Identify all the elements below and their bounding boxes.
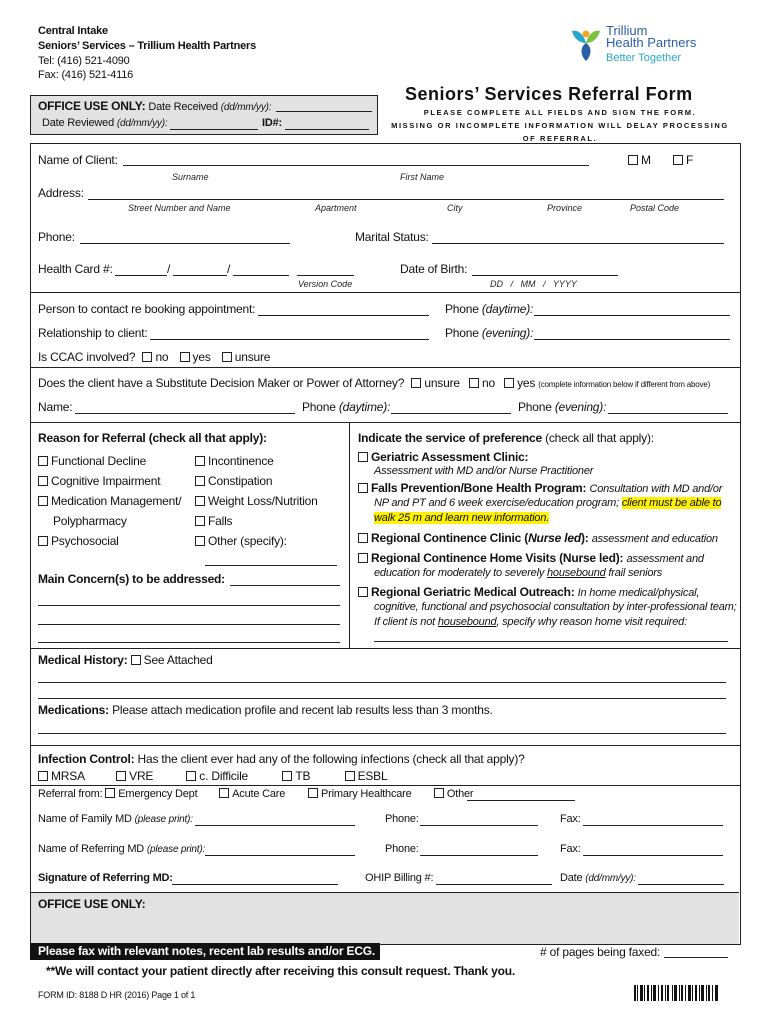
- client-name-label: Name of Client:: [38, 153, 118, 167]
- sdm-phone-eve-field[interactable]: [608, 413, 728, 414]
- infection-esbl-checkbox[interactable]: [345, 771, 355, 781]
- reason-checkbox[interactable]: [195, 476, 205, 486]
- contact-phone-day-label: Phone: [445, 302, 479, 316]
- date-reviewed-field[interactable]: [170, 129, 258, 130]
- service-rcc-checkbox[interactable]: [358, 533, 368, 543]
- street-caption: Street Number and Name: [128, 203, 231, 213]
- reason-psychosocial: Psychosocial: [51, 534, 119, 548]
- service-falls-highlight-2: walk 25 m and learn new information.: [374, 512, 550, 524]
- main-concern-field-2[interactable]: [38, 605, 340, 606]
- infection-vre-checkbox[interactable]: [116, 771, 126, 781]
- family-md-fax-field[interactable]: [583, 825, 723, 826]
- sdm-no-label: no: [481, 376, 495, 390]
- ccac-yes-label: yes: [192, 350, 211, 364]
- sdm-phone-eve-label: Phone: [518, 400, 552, 414]
- referring-md-label: Name of Referring MD: [38, 843, 145, 855]
- reason-incontinence: Incontinence: [208, 454, 274, 468]
- sex-f-option[interactable]: [673, 153, 693, 167]
- date-received-field[interactable]: [276, 111, 372, 112]
- reason-polypharmacy: Polypharmacy: [53, 514, 127, 528]
- reason-right-list: [195, 451, 318, 551]
- dob-format-caption: DD / MM / YYYY: [490, 279, 577, 289]
- contact-note: **We will contact your patient directly after receiving this consult request. Thank you.: [46, 964, 515, 978]
- main-concern-label: Main Concern(s) to be addressed:: [38, 572, 225, 586]
- referral-other-field[interactable]: [467, 800, 575, 801]
- service-rchv-desc-3: frail seniors: [605, 567, 663, 579]
- version-code-field[interactable]: [297, 275, 354, 276]
- service-falls-desc-2: NP and PT and 6 week exercise/education program;: [374, 497, 622, 509]
- sex-f-checkbox[interactable]: [673, 155, 683, 165]
- service-falls-highlight-1: client must be able to: [621, 497, 722, 509]
- sdm-phone-day-field[interactable]: [391, 413, 511, 414]
- divider: [30, 422, 740, 423]
- referral-primary-checkbox[interactable]: [308, 788, 318, 798]
- service-rgmo-desc-4: , specify why reason home visit required:: [496, 616, 687, 628]
- org-fax: Fax: (416) 521-4116: [38, 69, 134, 81]
- marital-field[interactable]: [432, 243, 724, 244]
- service-rgmo-label: Regional Geriatric Medical Outreach:: [371, 585, 575, 599]
- sdm-yes-label: yes: [517, 376, 536, 390]
- province-caption: Province: [547, 203, 583, 213]
- marital-label: Marital Status:: [355, 230, 429, 244]
- referring-md-phone-field[interactable]: [420, 855, 538, 856]
- referral-other-checkbox[interactable]: [434, 788, 444, 798]
- infection-label: Infection Control:: [38, 752, 135, 766]
- health-card-field-2[interactable]: [173, 275, 227, 276]
- referring-md-phone-label: Phone:: [385, 843, 419, 855]
- service-title-rest: (check all that apply):: [541, 431, 654, 445]
- service-rchv-checkbox[interactable]: [358, 553, 368, 563]
- infection-options: [38, 769, 387, 783]
- service-rcc-label: Regional Continence Clinic (: [371, 531, 529, 545]
- signature-field[interactable]: [172, 884, 338, 885]
- date-received-format: (dd/mm/yy):: [220, 102, 272, 113]
- slash-1: /: [167, 262, 171, 276]
- sdm-phone-day-label: Phone: [302, 400, 336, 414]
- see-attached-checkbox[interactable]: [131, 655, 141, 665]
- reason-other-field[interactable]: [205, 565, 337, 566]
- reason-constipation: Constipation: [208, 474, 273, 488]
- slash-2: /: [227, 262, 231, 276]
- reason-checkbox[interactable]: [38, 536, 48, 546]
- reason-functional-decline: Functional Decline: [51, 454, 147, 468]
- service-rchv-desc-1: assessment and: [626, 553, 704, 565]
- form-title: Seniors’ Services Referral Form: [405, 84, 693, 104]
- reason-checkbox[interactable]: [38, 496, 48, 506]
- infection-question: Has the client ever had any of the following infections (check all that apply)?: [137, 752, 525, 766]
- contact-phone-eve-label: Phone: [445, 326, 479, 340]
- infection-tb-checkbox[interactable]: [282, 771, 292, 781]
- service-rgmo-checkbox[interactable]: [358, 587, 368, 597]
- medications-text: Please attach medication profile and recent lab results less than 3 months.: [112, 703, 493, 717]
- sdm-name-label: Name:: [38, 400, 73, 414]
- sex-m-label: M: [641, 153, 651, 167]
- referring-md-fax-label: Fax:: [560, 843, 581, 855]
- service-rgmo-desc-3: If client is not: [374, 616, 438, 628]
- reason-other: Other (specify):: [208, 534, 287, 548]
- reason-checkbox[interactable]: [195, 516, 205, 526]
- signature-label: Signature of Referring MD:: [38, 872, 173, 884]
- referral-from-label: Referral from:: [38, 788, 103, 800]
- contact-phone-day-field[interactable]: [534, 315, 730, 316]
- date-label: Date: [560, 872, 583, 884]
- family-md-field[interactable]: [195, 825, 355, 826]
- address-field[interactable]: [88, 199, 724, 200]
- ccac-label: Is CCAC involved?: [38, 350, 136, 364]
- reason-weight-loss: Weight Loss/Nutrition: [208, 494, 318, 508]
- reason-cognitive-impairment: Cognitive Impairment: [51, 474, 161, 488]
- contact-phone-eve-field[interactable]: [534, 339, 730, 340]
- instruction-line-3: OF REFERRAL.: [522, 134, 598, 143]
- fax-notice-bar: Please fax with relevant notes, recent lab results and/or ECG.: [30, 943, 380, 960]
- family-md-fax-label: Fax:: [560, 813, 581, 825]
- service-falls-label: Falls Prevention/Bone Health Program:: [371, 481, 587, 495]
- date-reviewed-format: (dd/mm/yy):: [116, 118, 168, 129]
- reason-title: Reason for Referral (check all that apply):: [38, 431, 267, 445]
- reason-checkbox[interactable]: [38, 456, 48, 466]
- referral-emergency: Emergency Dept: [118, 788, 198, 800]
- sdm-evening-label: (evening):: [554, 400, 607, 414]
- first-name-caption: First Name: [400, 172, 445, 182]
- evening-label: (evening):: [481, 326, 534, 340]
- contact-person-field[interactable]: [258, 315, 429, 316]
- ccac-yes-checkbox[interactable]: [180, 352, 190, 362]
- sex-f-label: F: [686, 153, 694, 167]
- reason-checkbox[interactable]: [195, 456, 205, 466]
- org-name: Central Intake: [38, 25, 108, 37]
- contact-person-label: Person to contact re booking appointment:: [38, 302, 256, 316]
- referral-other: Other: [446, 788, 474, 800]
- family-md-print: (please print):: [134, 814, 193, 825]
- health-card-field-3[interactable]: [233, 275, 289, 276]
- health-card-field-1[interactable]: [115, 275, 167, 276]
- date-format: (dd/mm/yy):: [585, 873, 636, 884]
- service-rchv-desc-2: education for moderately to severely: [374, 567, 547, 579]
- reason-checkbox[interactable]: [195, 536, 205, 546]
- divider: [30, 745, 740, 746]
- client-name-field[interactable]: [123, 165, 589, 166]
- ccac-no-label: no: [155, 350, 169, 364]
- form-id: FORM ID: 8188 D HR (2016) Page 1 of 1: [38, 990, 196, 1000]
- org-tel: Tel: (416) 521-4090: [38, 55, 130, 67]
- ohip-field[interactable]: [436, 884, 552, 885]
- reason-falls: Falls: [208, 514, 233, 528]
- divider: [30, 648, 740, 649]
- sdm-name-field[interactable]: [75, 413, 295, 414]
- service-rchv-housebound: housebound: [546, 567, 606, 579]
- version-code-caption: Version Code: [298, 279, 353, 289]
- ohip-label: OHIP Billing #:: [365, 872, 434, 884]
- family-md-phone-field[interactable]: [420, 825, 538, 826]
- dob-label: Date of Birth:: [400, 262, 468, 276]
- family-md-label: Name of Family MD: [38, 813, 132, 825]
- health-card-label: Health Card #:: [38, 262, 113, 276]
- divider: [30, 367, 740, 368]
- sdm-note: (complete information below if different from above): [538, 380, 711, 389]
- referral-acute-care: Acute Care: [232, 788, 286, 800]
- referral-emergency-checkbox[interactable]: [105, 788, 115, 798]
- infection-c-difficile: c. Difficile: [199, 769, 249, 783]
- service-rchv-label: Regional Continence Home Visits (Nurse led):: [371, 551, 624, 565]
- trillium-logo-icon: [568, 25, 604, 63]
- see-attached-label: See Attached: [143, 653, 213, 667]
- id-label: ID#:: [262, 117, 282, 129]
- office-use-label: OFFICE USE ONLY:: [38, 99, 146, 113]
- phone-label: Phone:: [38, 230, 75, 244]
- sdm-row: [38, 376, 710, 390]
- date-field[interactable]: [638, 884, 724, 885]
- divider: [30, 785, 740, 786]
- reason-left-list: [38, 451, 181, 551]
- sex-m-checkbox[interactable]: [628, 155, 638, 165]
- service-rcc-desc: assessment and education: [591, 533, 718, 545]
- medications-field[interactable]: [38, 733, 726, 734]
- service-gac-label: Geriatric Assessment Clinic:: [371, 450, 529, 464]
- service-rgmo-housebound: housebound: [437, 616, 497, 628]
- family-md-phone-label: Phone:: [385, 813, 419, 825]
- referral-from-row: [38, 788, 473, 800]
- referring-md-print: (please print):: [146, 844, 206, 855]
- infection-vre: VRE: [129, 769, 154, 783]
- referring-md-field[interactable]: [205, 855, 355, 856]
- service-gac-checkbox[interactable]: [358, 452, 368, 462]
- service-rcc-close: ):: [580, 531, 589, 545]
- address-label: Address:: [38, 186, 84, 200]
- service-rgmo-desc-1: In home medical/physical,: [577, 587, 700, 599]
- dob-field[interactable]: [472, 275, 618, 276]
- logo-tagline: Better Together: [606, 52, 682, 64]
- medical-history-field-2[interactable]: [38, 698, 726, 699]
- relationship-field[interactable]: [150, 339, 429, 340]
- referring-md-fax-field[interactable]: [583, 855, 723, 856]
- service-gac-desc: Assessment with MD and/or Nurse Practitioner: [374, 465, 594, 477]
- logo-text-health-partners: Health Partners: [606, 35, 697, 50]
- service-rgmo-field[interactable]: [374, 641, 728, 642]
- org-department: Seniors’ Services – Trillium Health Partners: [38, 40, 257, 52]
- ccac-row: [38, 350, 270, 364]
- instruction-line-1: PLEASE COMPLETE ALL FIELDS AND SIGN THE FORM.: [423, 108, 697, 117]
- apartment-caption: Apartment: [315, 203, 357, 213]
- service-rgmo-desc-2: cognitive, functional and psychosocial consultation by inter-professional team;: [374, 601, 737, 613]
- sdm-no-checkbox[interactable]: [469, 378, 479, 388]
- ccac-no-checkbox[interactable]: [142, 352, 152, 362]
- service-title: Indicate the service of preference: [358, 431, 542, 445]
- sdm-daytime-label: (daytime):: [338, 400, 391, 414]
- instruction-line-2: MISSING OR INCOMPLETE INFORMATION WILL DELAY PROCESSING: [391, 121, 729, 130]
- infection-mrsa: MRSA: [51, 769, 85, 783]
- pages-faxed-field[interactable]: [664, 957, 728, 958]
- office-use-bottom-label: OFFICE USE ONLY:: [38, 897, 146, 911]
- sdm-unsure-checkbox[interactable]: [411, 378, 421, 388]
- barcode-icon: [634, 985, 720, 1006]
- sex-m-option[interactable]: [628, 153, 651, 167]
- medical-history-label: Medical History:: [38, 653, 128, 667]
- city-caption: City: [447, 203, 463, 213]
- logo-text-trillium: Trillium: [606, 23, 648, 38]
- phone-field[interactable]: [80, 243, 290, 244]
- infection-cdiff-checkbox[interactable]: [186, 771, 196, 781]
- service-falls-checkbox[interactable]: [358, 483, 368, 493]
- ccac-unsure-label: unsure: [234, 350, 271, 364]
- date-reviewed-label: Date Reviewed: [42, 117, 114, 129]
- sdm-unsure-label: unsure: [424, 376, 460, 390]
- daytime-label: (daytime):: [481, 302, 534, 316]
- pages-faxed-label: # of pages being faxed:: [540, 945, 661, 959]
- id-field[interactable]: [285, 129, 369, 130]
- sdm-question: Does the client have a Substitute Decision Maker or Power of Attorney?: [38, 376, 405, 390]
- medications-label: Medications:: [38, 703, 109, 717]
- relationship-label: Relationship to client:: [38, 326, 148, 340]
- main-concern-field-4[interactable]: [38, 642, 340, 643]
- column-divider: [349, 422, 350, 648]
- date-received-label: Date Received: [148, 101, 218, 113]
- medical-history-field-1[interactable]: [38, 682, 726, 683]
- referral-primary-healthcare: Primary Healthcare: [321, 788, 412, 800]
- referral-acute-checkbox[interactable]: [219, 788, 229, 798]
- reason-checkbox[interactable]: [195, 496, 205, 506]
- infection-esbl: ESBL: [357, 769, 388, 783]
- service-rcc-nurse-led: Nurse led: [528, 531, 581, 545]
- surname-caption: Surname: [172, 172, 209, 182]
- main-concern-field-3[interactable]: [38, 624, 340, 625]
- ccac-unsure-checkbox[interactable]: [222, 352, 232, 362]
- sdm-yes-checkbox[interactable]: [504, 378, 514, 388]
- infection-mrsa-checkbox[interactable]: [38, 771, 48, 781]
- reason-medication-management: Medication Management/: [51, 494, 182, 508]
- main-concern-field-1[interactable]: [230, 585, 340, 586]
- divider: [30, 292, 740, 293]
- postal-caption: Postal Code: [630, 203, 680, 213]
- service-falls-desc-1: Consultation with MD and/or: [589, 483, 723, 495]
- reason-checkbox[interactable]: [38, 476, 48, 486]
- infection-tb: TB: [295, 769, 311, 783]
